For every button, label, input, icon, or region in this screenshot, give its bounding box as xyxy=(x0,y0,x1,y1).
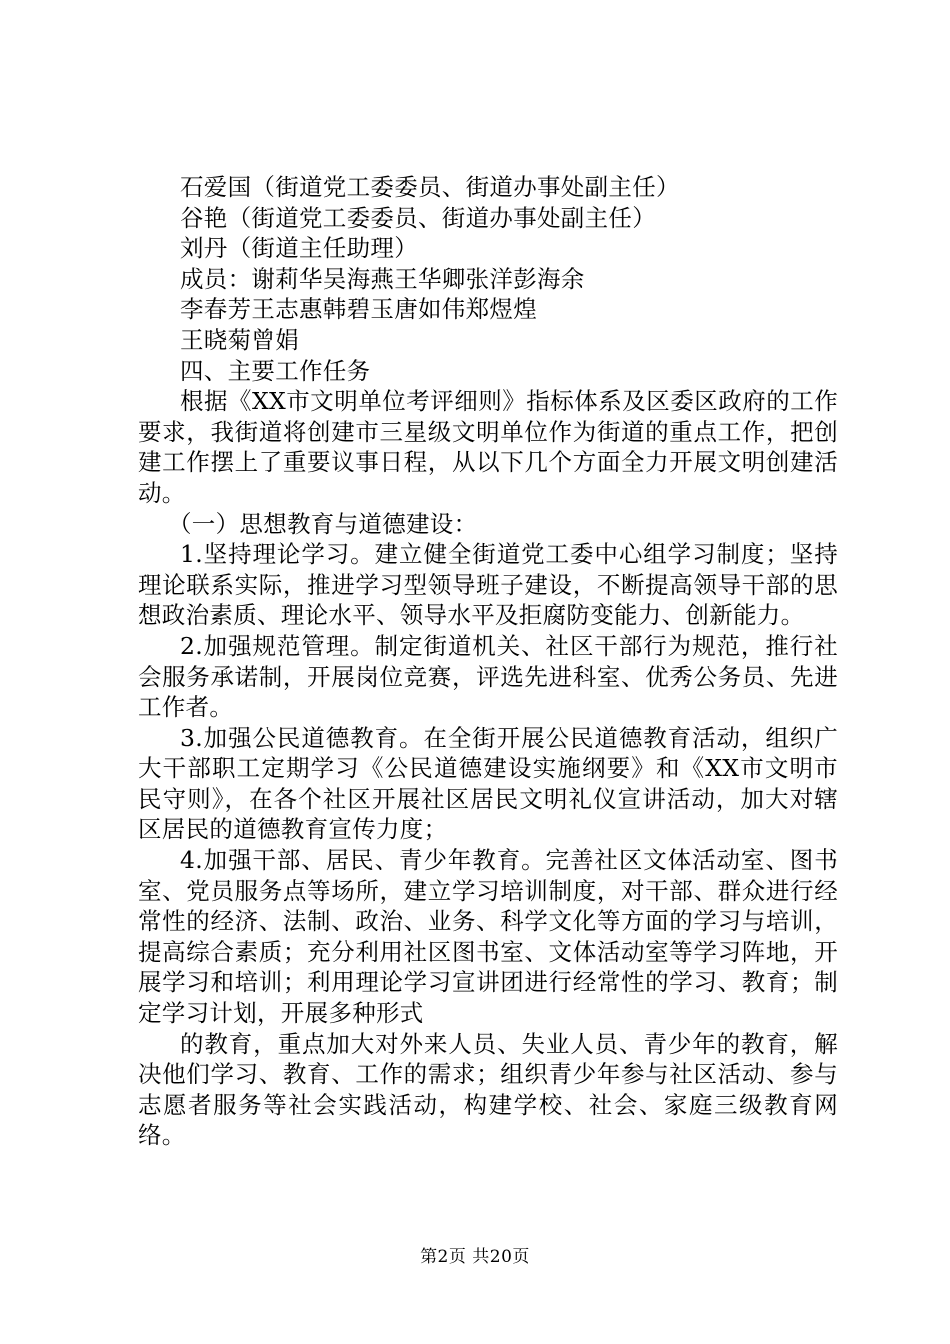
paragraph-item-2: 2.加强规范管理。制定街道机关、社区干部行为规范，推行社会服务承诺制，开展岗位竞赛，评选先进科室、优秀公务员、先进工作者。 xyxy=(138,631,838,722)
members-line-3: 王晓菊曾娟 xyxy=(180,325,299,354)
members-line-1: 成员：谢莉华吴海燕王华卿张洋彭海余 xyxy=(180,264,585,293)
members-line-2: 李春芳王志惠韩碧玉唐如伟郑煜煌 xyxy=(180,295,537,324)
section-heading-main-tasks: 四、主要工作任务 xyxy=(180,356,371,385)
paragraph-item-3: 3.加强公民道德教育。在全街开展公民道德教育活动，组织广大干部职工定期学习《公民道德建设实施纲要》和《XX市文明市民守则》，在各个社区开展社区居民文明礼仪宣讲活动，加大对辖区居民的道德教育宣传力度； xyxy=(138,723,838,844)
member-line-gu-yan: 谷艳（街道党工委委员、街道办事处副主任） xyxy=(180,203,656,232)
paragraph-item-4-continued: 的教育，重点加大对外来人员、失业人员、青少年的教育，解决他们学习、教育、工作的需求；组织青少年参与社区活动、参与志愿者服务等社会实践活动，构建学校、社会、家庭三级教育网络。 xyxy=(138,1029,838,1150)
paragraph-item-1: 1.坚持理论学习。建立健全街道党工委中心组学习制度；坚持理论联系实际，推进学习型领导班子建设，不断提高领导干部的思想政治素质、理论水平、领导水平及拒腐防变能力、创新能力。 xyxy=(138,540,838,630)
paragraph-item-4: 4.加强干部、居民、青少年教育。完善社区文体活动室、图书室、党员服务点等场所，建立学习培训制度，对干部、群众进行经常性的经济、法制、政治、业务、科学文化等方面的学习与培训，提高综合素质；充分利用社区图书室、文体活动室等学习阵地，开展学习和培训；利用理论学习宣讲团进行经常性的学习、教育；制定学习计划，开展多种形式 xyxy=(138,846,838,1028)
document-body xyxy=(138,172,838,1151)
member-line-shi-aiguo: 石爱国（街道党工委委员、街道办事处副主任） xyxy=(180,173,680,201)
paragraph-intro: 根据《XX市文明单位考评细则》指标体系及区委区政府的工作要求，我街道将创建市三星级文明单位作为街道的重点工作，把创建工作摆上了重要议事日程，从以下几个方面全力开展文明创建活动。 xyxy=(138,387,838,507)
subsection-heading-moral-education: （一）思想教育与道德建设： xyxy=(168,509,478,538)
page-footer xyxy=(0,1242,950,1267)
page-number-label: 第2页 共20页 xyxy=(420,1247,530,1267)
member-line-liu-dan: 刘丹（街道主任助理） xyxy=(180,234,418,263)
